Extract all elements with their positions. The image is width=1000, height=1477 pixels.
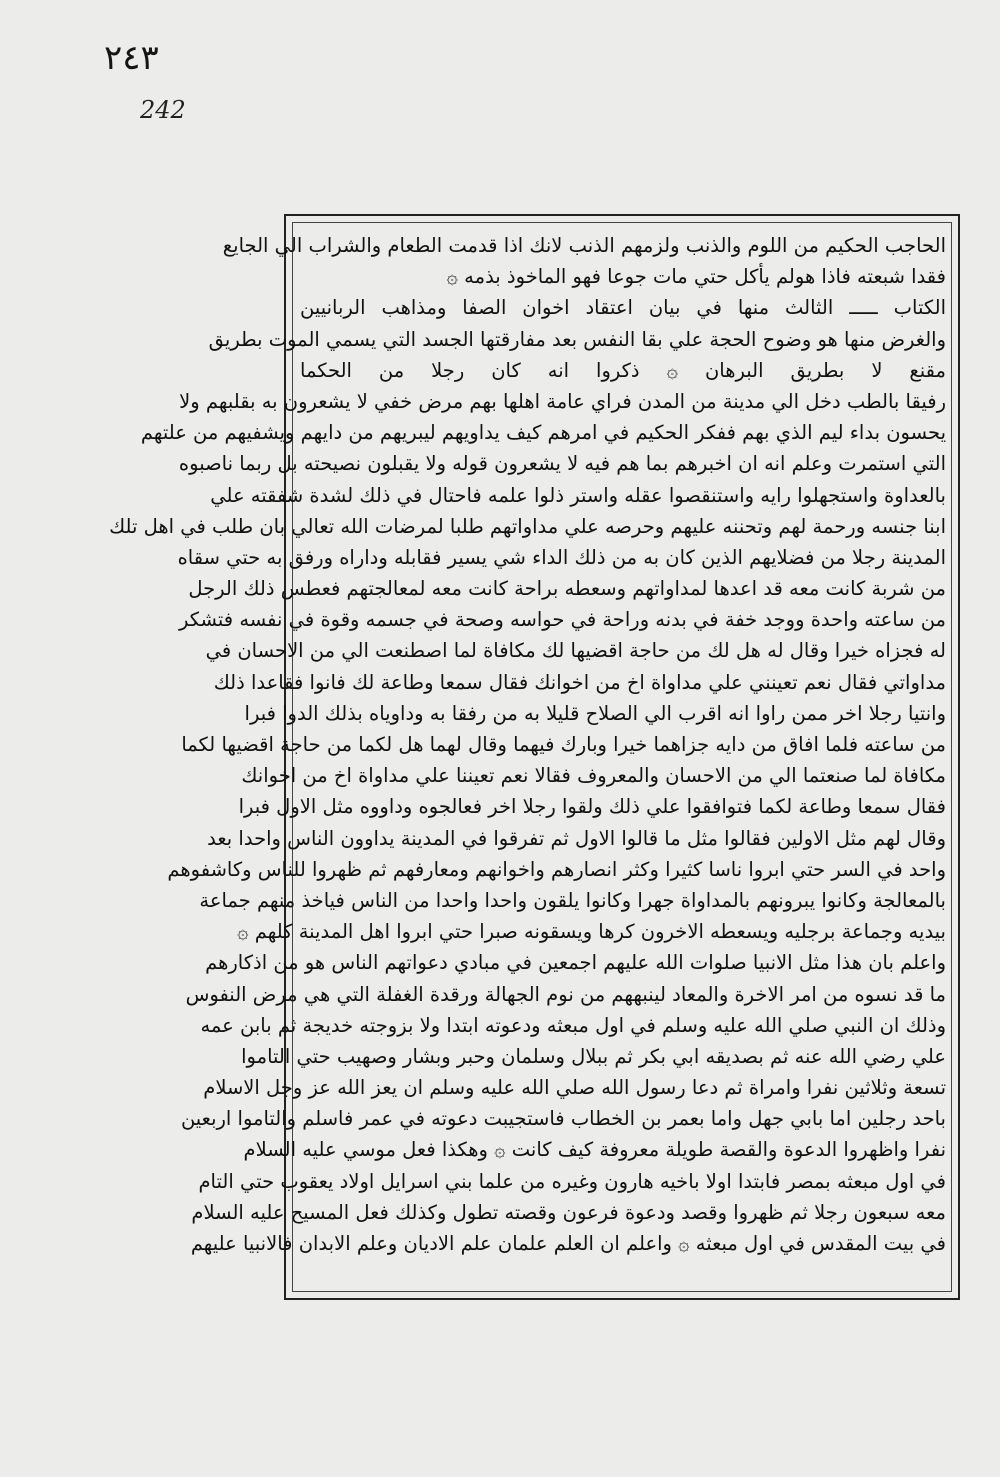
manuscript-line: بيديه وجماعة برجليه ويسعطه الاخرون كرها ويسقونه صبرا حتي ابروا اهل المدينة كلهم ۞ xyxy=(237,920,946,944)
manuscript-line: من ساعته واحدة ووجد خفة في بدنه وراحة في حواسه وصحة في جسمه وقوة في نفسه فتشكر xyxy=(179,608,946,632)
manuscript-line: بالمعالجة وكانوا يبرونهم بالمداواة جهرا وكانوا يلقون واحدا واحدا من الناس فياخذ منهم جماعة xyxy=(199,888,946,912)
manuscript-line: والغرض منها هو وضوح الحجة علي بقا النفس بعد مفارقتها الجسد التي يسمي الموت بطريق xyxy=(208,327,946,351)
manuscript-line: الحاجب الحكيم من اللوم والذنب ولزمهم الذنب لانك اذا قدمت الطعام والشراب الي الجايع xyxy=(222,234,946,257)
manuscript-line: وذلك ان النبي صلي الله عليه وسلم في اول مبعثه ودعوته ابتدا ولا بزوجته خديجة ثم بابن عمه xyxy=(200,1013,946,1037)
manuscript-line: مقنع لا بطريق البرهان ۞ ذكروا انه كان رجلا من الحكما xyxy=(300,358,946,382)
manuscript-line: نفرا واظهروا الدعوة والقصة طويلة معروفة كيف كانت ۞ وهكذا فعل موسي عليه السلام xyxy=(243,1138,946,1162)
manuscript-line: مكافاة لما صنعتما الي من الاحسان والمعروف فقالا نعم تعيننا علي مداواة اخ من اخوانك xyxy=(241,764,946,788)
manuscript-line: ما قد نسوه من امر الاخرة والمعاد لينبههم من نوم الجهالة ورقدة الغفلة التي هي مرض النفوس xyxy=(185,982,946,1006)
manuscript-text-block xyxy=(109,230,946,1284)
manuscript-line: واعلم بان هذا مثل الانبيا صلوات الله عليهم اجمعين في مبادي دعواتهم الناس هو من اذكارهم xyxy=(205,951,946,975)
manuscript-line: مداواتي فقال نعم تعينني علي مداواة اخ من اخوانك فقال سمعا وطاعة لك فانوا فقاعدا ذلك xyxy=(213,670,946,694)
manuscript-line: رفيقا بالطب دخل الي مدينة من المدن فراي عامة اهلها بهم مرض خفي لا يشعرون به بقلبهم ولا xyxy=(179,389,946,413)
manuscript-line: الكتاب ـــــ الثالث منها في بيان اعتقاد اخوان الصفا ومذاهب الربانيين xyxy=(300,296,946,320)
manuscript-line: ابنا جنسه ورحمة لهم وتحننه عليهم وحرصه علي مداواتهم طلبا لمرضات الله تعالي بان طلب في اهل تلك xyxy=(109,514,946,538)
manuscript-line: يحسون بداء ليم الذي بهم ففكر الحكيم في امرهم كيف يداويهم ليبريهم من دايهم ويشفيهم من علتهم xyxy=(140,421,946,445)
manuscript-line: فقدا شبعته فاذا هولم يأكل حتي مات جوعا فهو الماخوذ بذمه ۞ xyxy=(446,265,946,289)
manuscript-line: وقال لهم مثل الاولين فقالوا مثل ما قالوا الاول ثم تفرقوا في المدينة يداوون الناس واحدا بعد xyxy=(207,826,946,850)
manuscript-line: من ساعته فلما افاق من دايه جزاهما خيرا وبارك فيهما وقال لهما هل لكما من حاجة اقضيها لكما xyxy=(181,733,946,756)
manuscript-line: وانتيا رجلا اخر ممن راوا انه اقرب الي الصلاح قليلا به من رفقا به وداوياه بذلك الدوا فبرا xyxy=(244,701,946,725)
manuscript-line: تسعة وثلاثين نفرا وامراة ثم دعا رسول الله صلي الله عليه وسلم ان يعز الله عز وجل الاسلام xyxy=(203,1076,946,1100)
manuscript-text-frame xyxy=(109,214,960,1300)
manuscript-line: في اول مبعثه بمصر فابتدا اولا باخيه هارون وغيره من علما بني اسرايل اولاد يعقوب حتي التام xyxy=(198,1169,946,1193)
folio-number-handwritten: 242 xyxy=(140,96,186,124)
manuscript-line: من شربة كانت معه قد اعدها لمداواتهم وسعطه براحة كانت معه لمعالجتهم فعطس ذلك الرجل xyxy=(188,577,946,601)
manuscript-line: بالعداوة واستجهلوا رايه واستنقصوا عقله واستر ذلوا علمه فاحتال في ذلك لشدة شفقته علي xyxy=(210,483,946,507)
page-number-eastern: ٢٤٣ xyxy=(104,38,159,78)
manuscript-line: التي استمرت وعلم انه ان اخبرهم بما هم فيه لا يشعرون قوله ولا يقبلون نصيحته بل ربما ناصبوه xyxy=(178,452,946,476)
manuscript-line: في بيت المقدس في اول مبعثه ۞ واعلم ان العلم علمان علم الاديان وعلم الابدان فالانبيا عليهم xyxy=(190,1232,946,1255)
manuscript-line: المدينة رجلا من فضلايهم الذين كان به من ذلك الداء شي يسير فقابله وداراه ورفق به حتي سقاه xyxy=(177,545,946,569)
manuscript-line: له فجزاه خيرا وقال له هل لك من حاجة اقضيها لك مكافاة لما اصطنعت الي من الاحسان في xyxy=(205,639,946,663)
manuscript-line: باحد رجلين اما بابي جهل واما بعمر بن الخطاب فاستجيبت دعوته في عمر فاسلم والتاموا اربعين xyxy=(180,1107,946,1131)
manuscript-line: علي رضي الله عنه ثم بصديقه ابي بكر ثم ببلال وسلمان وحبر وبشار وصهيب حتي التاموا xyxy=(241,1044,946,1068)
manuscript-line: فقال سمعا وطاعة لكما فتوافقوا علي ذلك ولقوا رجلا اخر فعالجوه وداووه مثل الاول فبرا xyxy=(238,795,946,819)
manuscript-line: معه سبعون رجلا ثم ظهروا وقصد ودعوة فرعون وقصته تطول وكذلك فعل المسيح عليه السلام xyxy=(191,1200,946,1224)
manuscript-line: واحد في السر حتي ابروا ناسا كثيرا وكثر انصارهم واخوانهم ومعارفهم ثم ظهروا للناس وكاشفوهم xyxy=(167,857,946,881)
